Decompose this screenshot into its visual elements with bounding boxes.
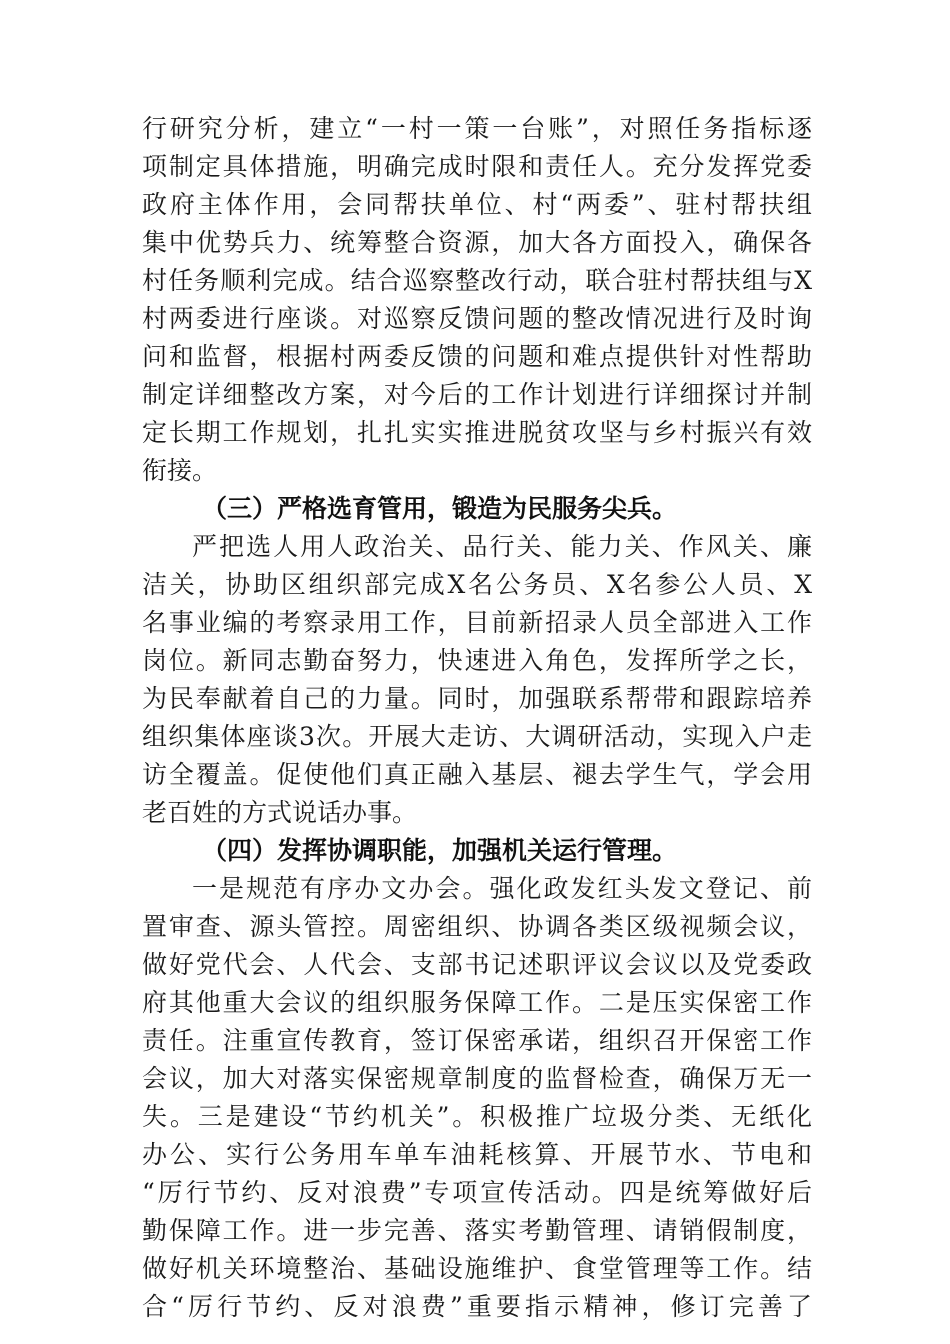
body-text-line: 问和监督，根据村两委反馈的问题和难点提供针对性帮助: [142, 342, 812, 371]
section-heading: （四）发挥协调职能，加强机关运行管理。: [202, 836, 678, 865]
body-text-line: 集中优势兵力、统筹整合资源，加大各方面投入，确保各: [142, 228, 812, 257]
body-text-line: 办公、实行公务用车单车油耗核算、开展节水、节电和: [142, 1140, 812, 1169]
body-text-line: 衔接。: [142, 456, 218, 485]
body-text-line: 岗位。新同志勤奋努力，快速进入角色，发挥所学之长，: [142, 646, 812, 675]
body-text-line: 府其他重大会议的组织服务保障工作。二是压实保密工作: [142, 988, 812, 1017]
body-text-line: 失。三是建设“节约机关”。积极推广垃圾分类、无纸化: [142, 1102, 812, 1131]
body-text-line: 为民奉献着自己的力量。同时，加强联系帮带和跟踪培养: [142, 684, 812, 713]
body-text-line: 做好机关环境整治、基础设施维护、食堂管理等工作。结: [142, 1254, 812, 1283]
body-text-line: 访全覆盖。促使他们真正融入基层、褪去学生气，学会用: [142, 760, 812, 789]
body-text-line: 项制定具体措施，明确完成时限和责任人。充分发挥党委: [142, 152, 812, 181]
body-text-line: 制定详细整改方案，对今后的工作计划进行详细探讨并制: [142, 380, 812, 409]
body-text-line: 置审查、源头管控。周密组织、协调各类区级视频会议，: [142, 912, 812, 941]
body-text-line: 严把选人用人政治关、品行关、能力关、作风关、廉: [192, 532, 812, 561]
body-text-line: 做好党代会、人代会、支部书记述职评议会议以及党委政: [142, 950, 812, 979]
body-text-line: 责任。注重宣传教育，签订保密承诺，组织召开保密工作: [142, 1026, 812, 1055]
body-text-line: 村任务顺利完成。结合巡察整改行动，联合驻村帮扶组与X: [142, 266, 812, 295]
body-text-line: 勤保障工作。进一步完善、落实考勤管理、请销假制度，: [142, 1216, 812, 1245]
body-text-line: 村两委进行座谈。对巡察反馈问题的整改情况进行及时询: [142, 304, 812, 333]
body-text-line: 定长期工作规划，扎扎实实推进脱贫攻坚与乡村振兴有效: [142, 418, 812, 447]
body-text-line: 会议，加大对落实保密规章制度的监督检查，确保万无一: [142, 1064, 812, 1093]
section-heading: （三）严格选育管用，锻造为民服务尖兵。: [202, 494, 678, 523]
body-text-line: 名事业编的考察录用工作，目前新招录人员全部进入工作: [142, 608, 812, 637]
body-text-line: 一是规范有序办文办会。强化政发红头发文登记、前: [192, 874, 812, 903]
body-text-line: 组织集体座谈3次。开展大走访、大调研活动，实现入户走: [142, 722, 812, 751]
document-body: [142, 110, 812, 1326]
body-text-line: 合“厉行节约、反对浪费”重要指示精神，修订完善了: [142, 1292, 812, 1321]
body-text-line: “厉行节约、反对浪费”专项宣传活动。四是统筹做好后: [142, 1178, 812, 1207]
body-text-line: 洁关，协助区组织部完成X名公务员、X名参公人员、X: [142, 570, 812, 599]
body-text-line: 行研究分析，建立“一村一策一台账”，对照任务指标逐: [142, 114, 812, 143]
body-text-line: 政府主体作用，会同帮扶单位、村“两委”、驻村帮扶组: [142, 190, 812, 219]
body-text-line: 老百姓的方式说话办事。: [142, 798, 418, 827]
